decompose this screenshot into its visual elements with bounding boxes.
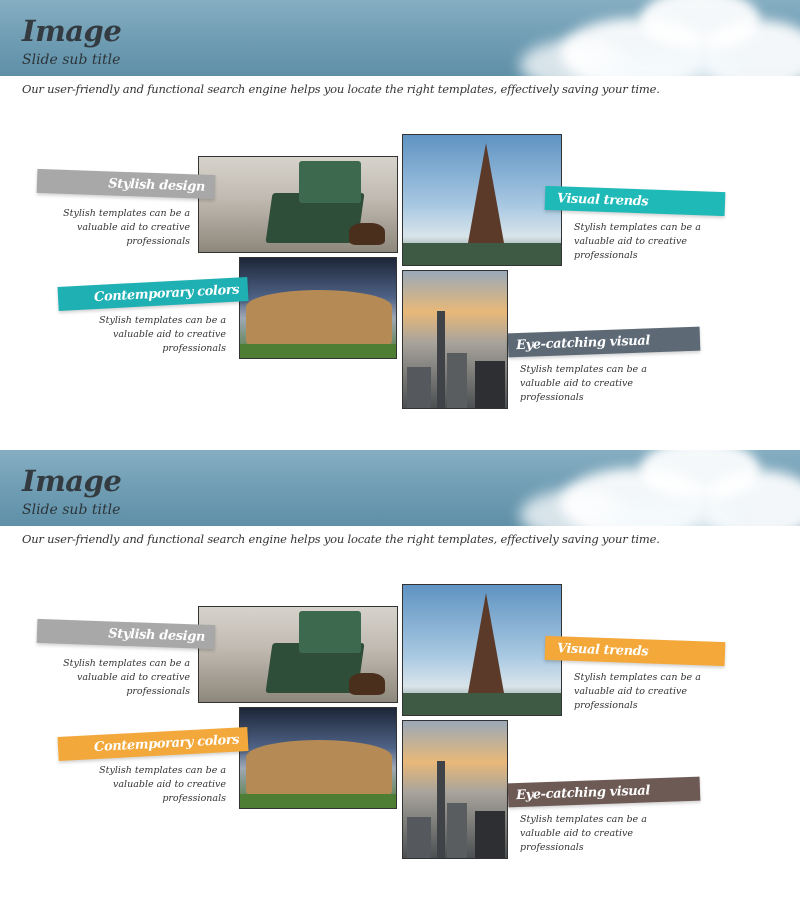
skyscraper-shape <box>447 803 467 859</box>
feature-desc-eye-catching-visual: Stylish templates can be a valuable aid to creative professionals <box>520 814 647 853</box>
slide-orange <box>0 450 800 900</box>
skyscraper-shape <box>407 367 431 409</box>
shoe-shape <box>349 223 385 245</box>
skyscraper-shape <box>475 811 505 859</box>
feature-desc-visual-trends: Stylish templates can be a valuable aid to creative professionals <box>574 222 701 261</box>
slide-intro-text: Our user-friendly and functional search engine helps you locate the right templates, effectively saving your time. <box>22 532 660 546</box>
colosseum-photo <box>239 707 397 809</box>
riverbank-shape <box>403 693 561 715</box>
slide-subtitle: Slide sub title <box>22 52 121 68</box>
feature-label-stylish-design: Stylish design <box>37 169 216 199</box>
new-york-skyline-photo <box>402 720 508 859</box>
feature-label-visual-trends: Visual trends <box>545 636 726 666</box>
suitcase-photo <box>198 606 398 703</box>
feature-desc-visual-trends: Stylish templates can be a valuable aid to creative professionals <box>574 672 701 711</box>
suitcase-lid-shape <box>299 161 361 203</box>
suitcase-lid-shape <box>299 611 361 653</box>
skyscraper-shape <box>475 361 505 409</box>
feature-label-visual-trends: Visual trends <box>545 186 726 216</box>
slide-subtitle: Slide sub title <box>22 502 121 518</box>
colosseum-shape <box>246 290 392 346</box>
sky-header-banner <box>0 450 800 526</box>
shoe-shape <box>349 673 385 695</box>
colosseum-shape <box>246 740 392 796</box>
slide-intro-text: Our user-friendly and functional search engine helps you locate the right templates, effectively saving your time. <box>22 82 660 96</box>
eiffel-tower-shape <box>468 593 504 693</box>
feature-desc-contemporary-colors: Stylish templates can be a valuable aid to creative professionals <box>99 315 226 354</box>
feature-desc-contemporary-colors: Stylish templates can be a valuable aid to creative professionals <box>99 765 226 804</box>
feature-label-contemporary-colors: Contemporary colors <box>58 277 249 311</box>
grass-shape <box>240 344 396 358</box>
feature-desc-stylish-design: Stylish templates can be a valuable aid to creative professionals <box>63 658 190 697</box>
feature-desc-stylish-design: Stylish templates can be a valuable aid to creative professionals <box>63 208 190 247</box>
feature-label-eye-catching-visual: Eye-catching visual <box>508 777 701 808</box>
eiffel-tower-photo <box>402 584 562 716</box>
feature-label-contemporary-colors: Contemporary colors <box>58 727 249 761</box>
feature-label-eye-catching-visual: Eye-catching visual <box>508 327 701 358</box>
colosseum-photo <box>239 257 397 359</box>
sky-header-banner <box>0 0 800 76</box>
feature-desc-eye-catching-visual: Stylish templates can be a valuable aid to creative professionals <box>520 364 647 403</box>
slide-title: Image <box>22 464 122 498</box>
eiffel-tower-shape <box>468 143 504 243</box>
eiffel-tower-photo <box>402 134 562 266</box>
suitcase-photo <box>198 156 398 253</box>
skyscraper-shape <box>437 761 445 859</box>
feature-label-stylish-design: Stylish design <box>37 619 216 649</box>
new-york-skyline-photo <box>402 270 508 409</box>
riverbank-shape <box>403 243 561 265</box>
slide-title: Image <box>22 14 122 48</box>
skyscraper-shape <box>407 817 431 859</box>
skyscraper-shape <box>437 311 445 409</box>
grass-shape <box>240 794 396 808</box>
skyscraper-shape <box>447 353 467 409</box>
